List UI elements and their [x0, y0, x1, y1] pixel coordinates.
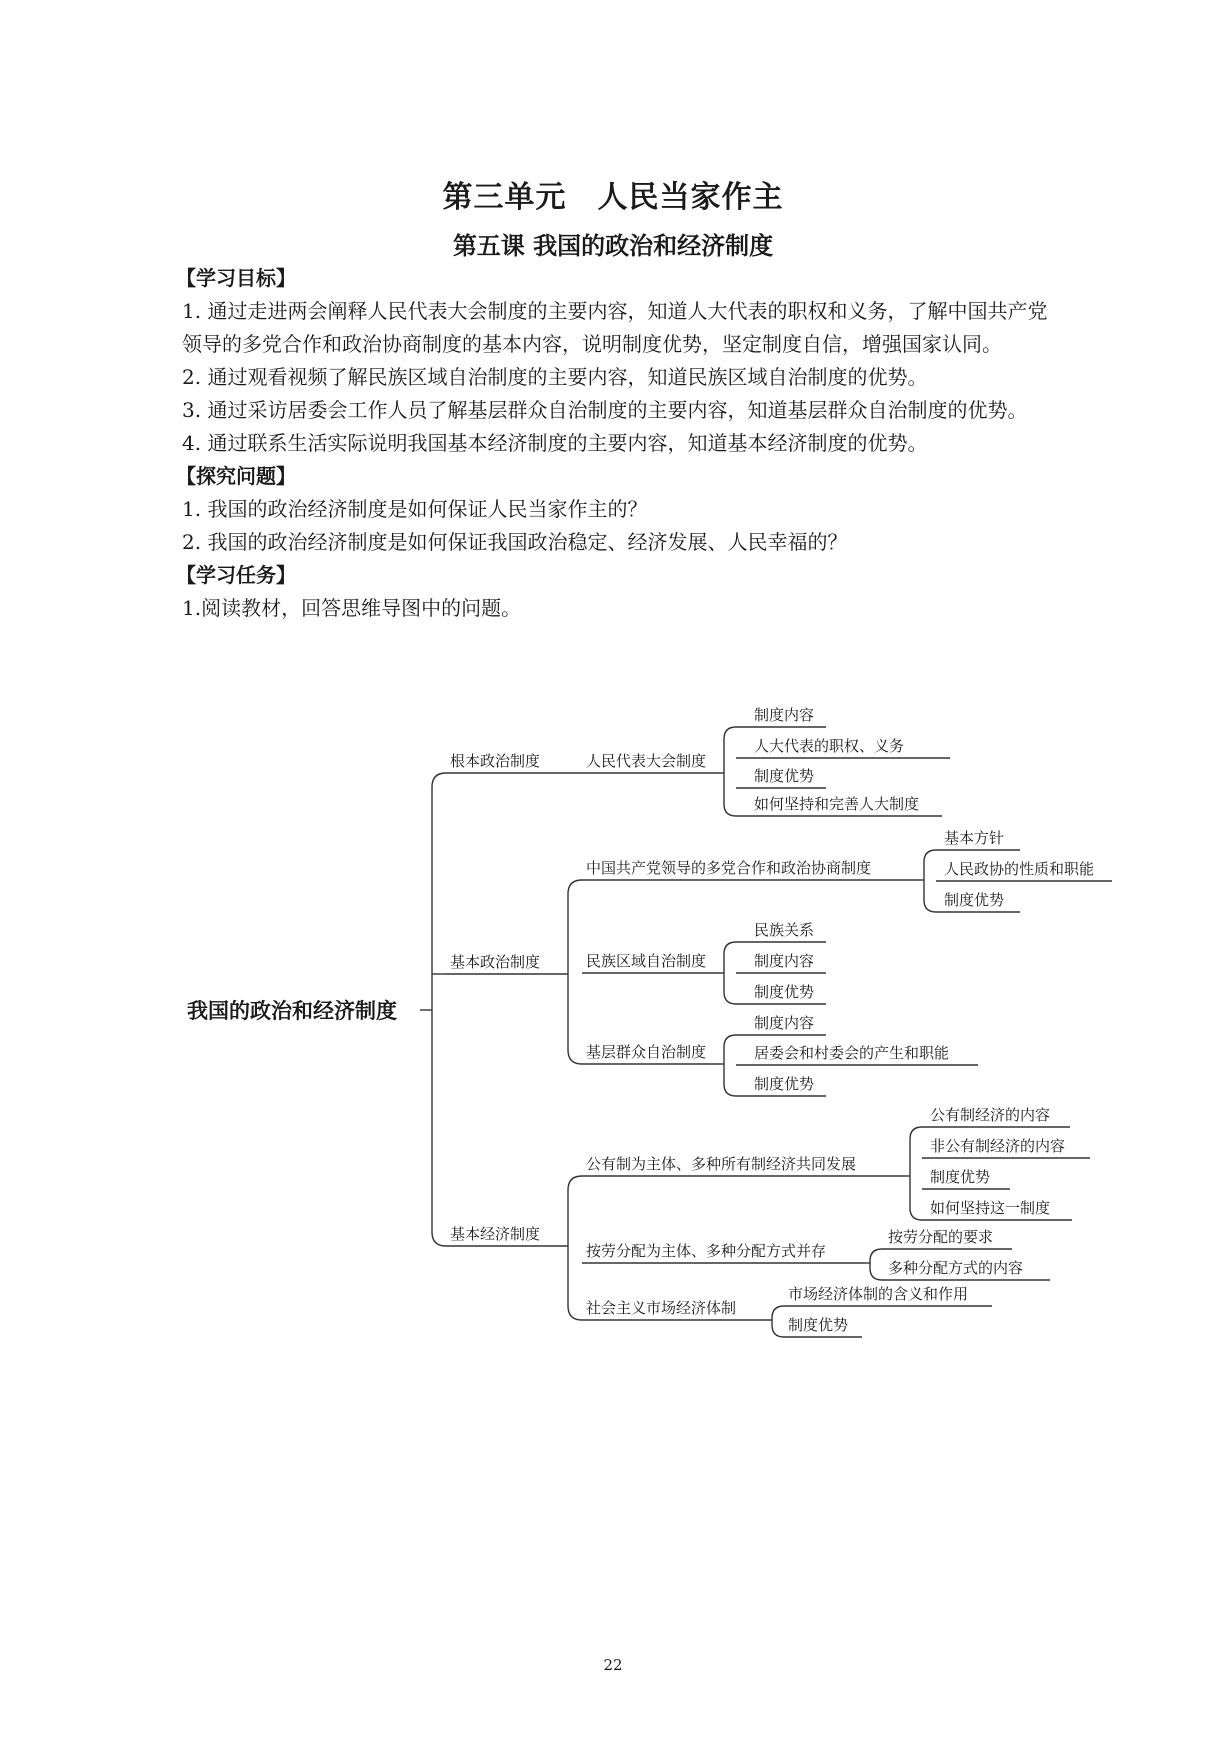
mind-map-branch: 基本政治制度: [450, 953, 541, 971]
mind-map-leaf: 非公有制经济的内容: [930, 1137, 1066, 1155]
unit-title: 第三单元 人民当家作主: [442, 180, 784, 215]
mind-map-leaf: 制度优势: [944, 891, 1005, 909]
mind-map-leaf: 人民政协的性质和职能: [944, 860, 1095, 878]
question-item: 1. 我国的政治经济制度是如何保证人民当家作主的？: [182, 497, 648, 521]
mind-map-leaf: 人大代表的职权、义务: [754, 737, 905, 755]
mind-map-leaf: 按劳分配的要求: [888, 1228, 994, 1246]
mind-map-leaf: 多种分配方式的内容: [888, 1259, 1024, 1277]
mind-map-leaf: 制度内容: [754, 1014, 815, 1032]
mind-map-branch: 根本政治制度: [450, 752, 541, 770]
mind-map-node: 公有制为主体、多种所有制经济共同发展: [586, 1155, 857, 1173]
task-item: 1.阅读教材，回答思维导图中的问题。: [182, 596, 522, 620]
mind-map-leaf: 居委会和村委会的产生和职能: [754, 1044, 950, 1062]
mind-map-root: 我国的政治和经济制度: [187, 999, 397, 1023]
lesson-title: 第五课 我国的政治和经济制度: [452, 232, 774, 260]
mind-map-leaf: 制度优势: [930, 1168, 991, 1186]
mind-map-leaf: 民族关系: [754, 921, 815, 939]
mind-map-node: 民族区域自治制度: [586, 952, 707, 970]
mind-map-node: 社会主义市场经济体制: [586, 1299, 737, 1317]
mind-map-leaf: 制度优势: [788, 1316, 849, 1334]
mind-map-leaf: 公有制经济的内容: [930, 1106, 1051, 1124]
mind-map-leaf: 如何坚持这一制度: [930, 1199, 1051, 1217]
mind-map-branch: 基本经济制度: [450, 1225, 541, 1243]
mind-map-node: 人民代表大会制度: [586, 752, 707, 770]
mind-map-node: 中国共产党领导的多党合作和政治协商制度: [586, 859, 872, 877]
mind-map-leaf: 基本方针: [944, 829, 1005, 847]
mind-map-leaf: 制度优势: [754, 767, 815, 785]
objective-item: 2. 通过观看视频了解民族区域自治制度的主要内容，知道民族区域自治制度的优势。: [182, 365, 928, 389]
page-number: 22: [603, 1656, 623, 1674]
objective-item: 3. 通过采访居委会工作人员了解基层群众自治制度的主要内容，知道基层群众自治制度的优势。: [182, 398, 1028, 422]
mind-map-leaf: 制度优势: [754, 1075, 815, 1093]
questions-heading: 【探究问题】: [176, 464, 296, 488]
question-item: 2. 我国的政治经济制度是如何保证我国政治稳定、经济发展、人民幸福的？: [182, 530, 848, 554]
mind-map-leaf: 制度优势: [754, 983, 815, 1001]
tasks-heading: 【学习任务】: [176, 563, 296, 587]
mind-map-leaf: 制度内容: [754, 706, 815, 724]
mind-map-node: 按劳分配为主体、多种分配方式并存: [586, 1242, 827, 1260]
mind-map-leaf: 制度内容: [754, 952, 815, 970]
mind-map-node: 基层群众自治制度: [586, 1043, 707, 1061]
mind-map-leaf: 市场经济体制的含义和作用: [788, 1285, 969, 1303]
objective-item: 1. 通过走进两会阐释人民代表大会制度的主要内容，知道人大代表的职权和义务，了解中国共产党领导的多党合作和政治协商制度的基本内容，说明制度优势，坚定制度自信，增强国家认同。: [182, 299, 1048, 356]
objectives-heading: 【学习目标】: [176, 266, 296, 290]
objective-item: 4. 通过联系生活实际说明我国基本经济制度的主要内容，知道基本经济制度的优势。: [182, 431, 928, 455]
mind-map-leaf: 如何坚持和完善人大制度: [754, 795, 920, 813]
